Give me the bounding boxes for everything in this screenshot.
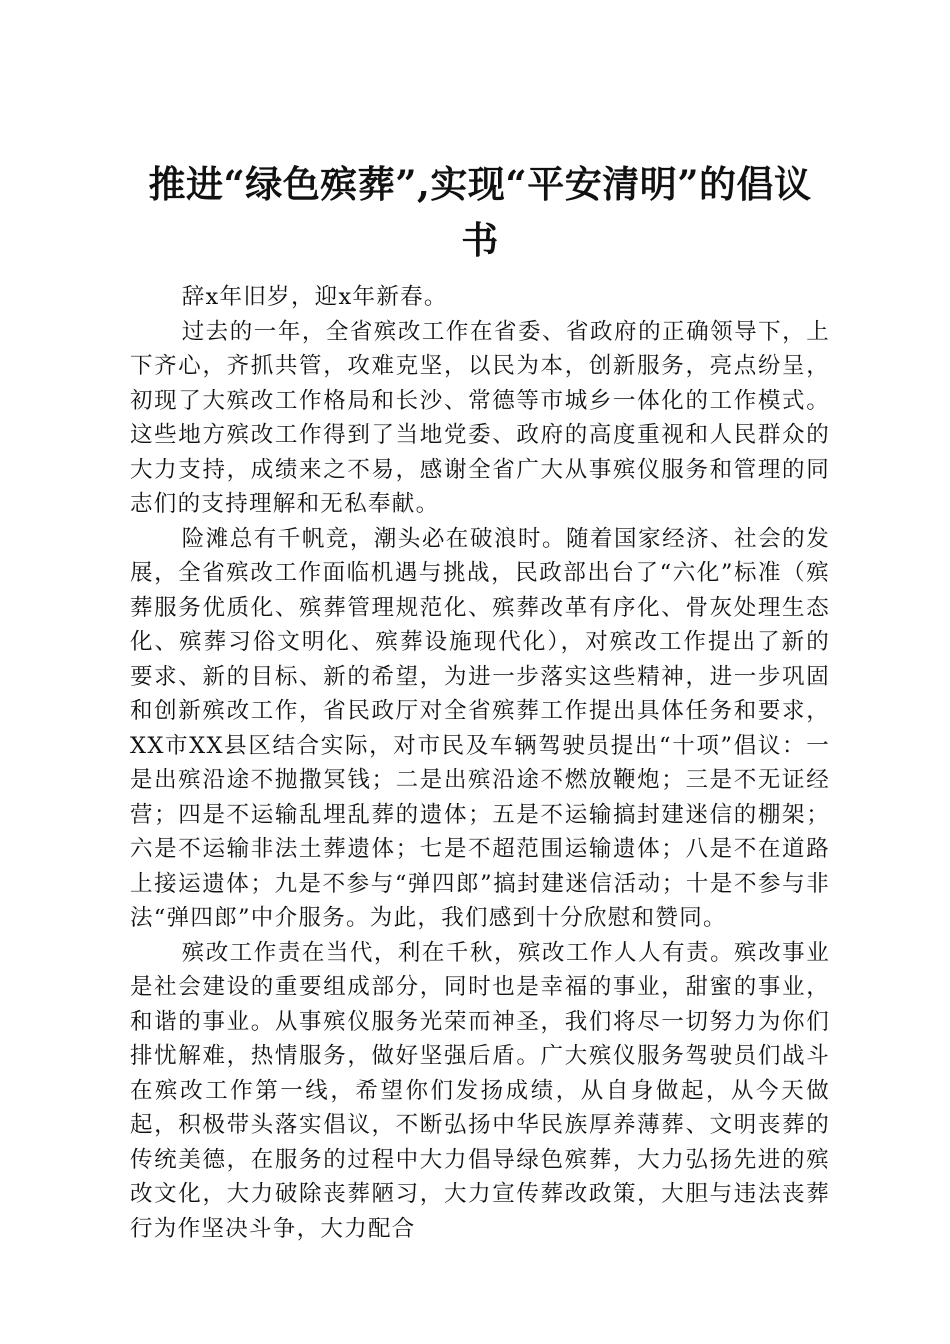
paragraph-review: 过去的一年，全省殡改工作在省委、省政府的正确领导下，上下齐心，齐抓共管，攻难克坚，以民为本，创新服务，亮点纷呈，初现了大殡改工作格局和长沙、常德等市城乡一体化的工作模式。这些地方殡改工作得到了当地党委、政府的高度重视和人民群众的大力支持，成绩来之不易，感谢全省广大从事殡仪服务和管理的同志们的支持理解和无私奉献。 [130,318,830,517]
document-body [130,280,830,1246]
paragraph-call-to-action: 殡改工作责在当代，利在千秋，殡改工作人人有责。殡改事业是社会建设的重要组成部分，同时也是幸福的事业，甜蜜的事业，和谐的事业。从事殡仪服务光荣而神圣，我们将尽一切努力为你们排忧解难，热情服务，做好坚强后盾。广大殡仪服务驾驶员们战斗在殡改工作第一线，希望你们发扬成绩，从自身做起，从今天做起，积极带头落实倡议，不断弘扬中华民族厚养薄葬、文明丧葬的传统美德，在服务的过程中大力倡导绿色殡葬，大力弘扬先进的殡改文化，大力破除丧葬陋习，大力宣传葬改政策，大胆与违法丧葬行为作坚决斗争，大力配合 [130,939,830,1242]
paragraph-greeting: 辞x年旧岁，迎x年新春。 [181,284,448,310]
document-title: 推进“绿色殡葬”,实现“平安清明”的倡议书 [148,162,812,262]
paragraph-initiatives: 险滩总有千帆竞，潮头必在破浪时。随着国家经济、社会的发展，全省殡改工作面临机遇与挑战，民政部出台了“六化”标准（殡葬服务优质化、殡葬管理规范化、殡葬改革有序化、骨灰处理生态化、殡葬习俗文明化、殡葬设施现代化），对殡改工作提出了新的要求、新的目标、新的希望，为进一步落实这些精神，进一步巩固和创新殡改工作，省民政厅对全省殡葬工作提出具体任务和要求，XX市XX县区结合实际，对市民及车辆驾驶员提出“十项”倡议：一是出殡沿途不抛撒冥钱；二是出殡沿途不燃放鞭炮；三是不无证经营；四是不运输乱埋乱葬的遗体；五是不运输搞封建迷信的棚架；六是不运输非法土葬遗体；七是不超范围运输遗体；八是不在道路上接运遗体；九是不参与“弹四郎”搞封建迷信活动；十是不参与非法“弹四郎”中介服务。为此，我们感到十分欣慰和赞同。 [130,525,830,931]
document-page [130,0,830,1246]
